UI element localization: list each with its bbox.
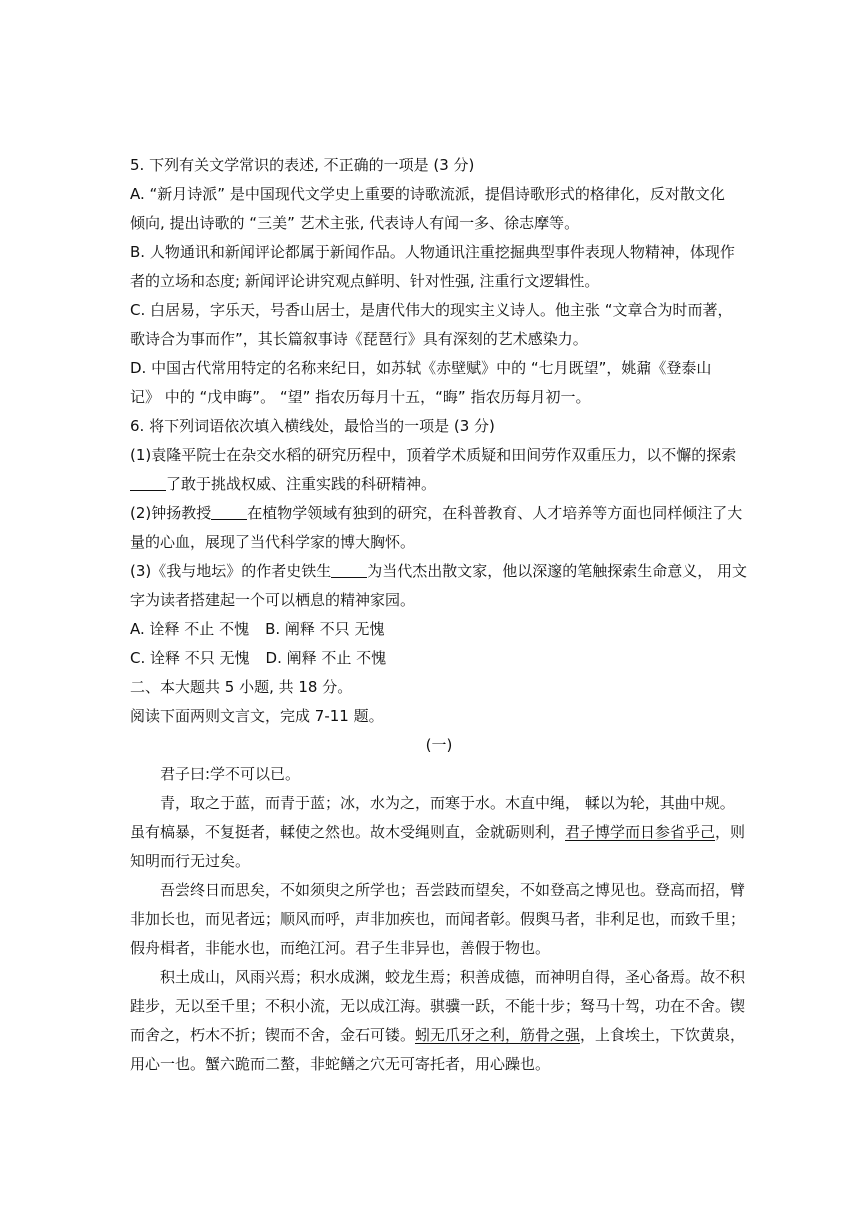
underlined-sentence-2: 蚓无爪牙之利，筋骨之强 — [415, 1026, 581, 1044]
q6-sentence-2-rest: 在植物学领域有独到的研究，在科普教育、人才培养等方面也同样倾注了大 — [247, 504, 743, 522]
passage-p2-line-3: 知明而行无过矣。 — [130, 852, 251, 870]
q6-sentence-3-line-1 — [130, 557, 748, 586]
q6-sentence-1-line-1: (1)袁隆平院士在杂交水稻的研究历程中，顶着学术质疑和田间劳作双重压力，以不懈的探索 — [130, 446, 737, 464]
question-6-stem: 6. 将下列词语依次填入横线处，最恰当的一项是 (3 分) — [130, 417, 495, 435]
q6-sentence-2-line-1 — [130, 499, 748, 528]
q6-sentence-3-line-2: 字为读者搭建起一个可以栖息的精神家园。 — [130, 591, 416, 609]
passage-p4-line-2: 跬步，无以至千里；不积小流，无以成江海。骐骥一跃，不能十步；驽马十驾，功在不舍。锲 — [130, 997, 746, 1015]
fill-blank-3 — [331, 563, 367, 578]
section-2-instruction: 阅读下面两则文言文，完成 7-11 题。 — [130, 707, 384, 725]
q6-option-d: D. 阐释 不止 不愧 — [265, 649, 387, 667]
q5-option-d-line-1: D. 中国古代常用特定的名称来纪日，如苏轼《赤壁赋》中的 “七月既望”，姚鼐《登泰山 — [130, 359, 712, 377]
q5-option-d-line-2: 记》 中的 “戊申晦”。 “望” 指农历每月十五，“晦” 指农历每月初一。 — [130, 388, 591, 406]
passage-p4-line-3-start: 而舍之，朽木不折；锲而不舍，金石可镂。 — [130, 1026, 416, 1044]
q5-option-b-line-1: B. 人物通讯和新闻评论都属于新闻作品。人物通讯注重挖掘典型事件表现人物精神，体现作 — [130, 243, 735, 261]
fill-blank-1 — [130, 476, 166, 491]
passage-p3-line-1: 吾尝终日而思矣，不如须臾之所学也；吾尝跂而望矣，不如登高之博见也。登高而招，臂 — [160, 881, 746, 899]
section-2-heading: 二、本大题共 5 小题, 共 18 分。 — [130, 678, 353, 696]
q6-sentence-1-line-2 — [130, 470, 748, 499]
q6-options-row-1 — [130, 615, 748, 644]
passage-p3-line-2: 非加长也，而见者远；顺风而呼，声非加疾也，而闻者彰。假舆马者，非利足也，而致千里； — [130, 910, 746, 928]
question-5-stem: 5. 下列有关文学常识的表述, 不正确的一项是 (3 分) — [130, 156, 475, 174]
q6-sentence-3-rest: 为当代杰出散文家，他以深邃的笔触探索生命意义， 用文 — [367, 562, 748, 580]
q6-option-a: A. 诠释 不止 不愧 — [130, 620, 250, 638]
passage-p4-line-3-end: ，上食埃土，下饮黄泉， — [580, 1026, 746, 1044]
q5-option-a-line-1: A. “新月诗派” 是中国现代文学史上重要的诗歌流派，提倡诗歌形式的格律化，反对散文化 — [130, 185, 725, 203]
q5-option-c-line-1: C. 白居易，字乐天，号香山居士，是唐代伟大的现实主义诗人。他主张 “文章合为时而著， — [130, 301, 733, 319]
q6-sentence-3-start: (3)《我与地坛》的作者史铁生 — [130, 562, 332, 580]
passage-paragraph-1: 君子曰:学不可以已。 — [160, 765, 301, 783]
q6-sentence-1-line-2-text: 了敢于挑战权威、注重实践的科研精神。 — [166, 475, 437, 493]
q6-sentence-2-start: (2)钟扬教授 — [130, 504, 212, 522]
document-body — [130, 151, 748, 1079]
q6-sentence-2-line-2: 量的心血，展现了当代科学家的博大胸怀。 — [130, 533, 416, 551]
passage-p2-line-2-end: ，则 — [715, 823, 746, 841]
q6-option-c: C. 诠释 不只 无愧 — [130, 649, 250, 667]
passage-p4-line-1: 积土成山，风雨兴焉；积水成渊，蛟龙生焉；积善成德，而神明自得，圣心备焉。故不积 — [160, 968, 746, 986]
passage-p2-line-1: 青，取之于蓝，而青于蓝；冰，水为之，而寒于水。木直中绳， 輮以为轮，其曲中规。 — [160, 794, 735, 812]
underlined-sentence-1: 君子博学而日参省乎己 — [565, 823, 716, 841]
passage-part-label: (一) — [425, 736, 453, 754]
passage-p4-line-4: 用心一也。蟹六跪而二螯，非蛇鳝之穴无可寄托者，用心躁也。 — [130, 1055, 551, 1073]
q6-option-b: B. 阐释 不只 无愧 — [265, 620, 385, 638]
passage-p4-line-3 — [130, 1021, 748, 1050]
q5-option-a-line-2: 倾向, 提出诗歌的 “三美” 艺术主张, 代表诗人有闻一多、徐志摩等。 — [130, 214, 580, 232]
fill-blank-2 — [211, 505, 247, 520]
passage-p2-line-2-start: 虽有槁暴，不复挺者，輮使之然也。故木受绳则直，金就砺则利， — [130, 823, 566, 841]
q5-option-b-line-2: 者的立场和态度; 新闻评论讲究观点鲜明、针对性强, 注重行文逻辑性。 — [130, 272, 600, 290]
q5-option-c-line-2: 歌诗合为事而作”，其长篇叙事诗《琵琶行》具有深刻的艺术感染力。 — [130, 330, 588, 348]
passage-p3-line-3: 假舟楫者，非能水也，而绝江河。君子生非异也，善假于物也。 — [130, 939, 551, 957]
passage-p2-line-2 — [130, 818, 748, 847]
q6-options-row-2 — [130, 644, 748, 673]
